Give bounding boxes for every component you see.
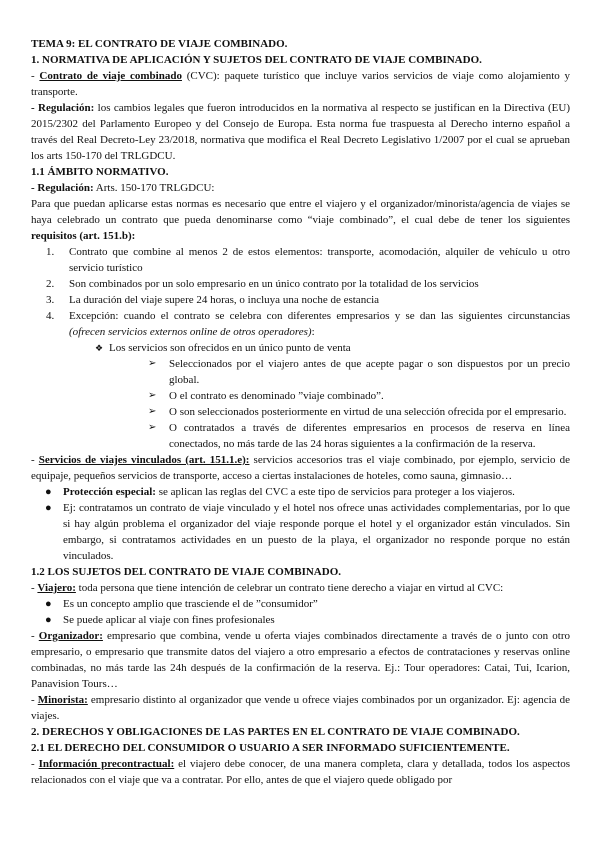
- arrow-item: ➢ Seleccionados por el viajero antes de que acepte pagar o son dispuestos por un precio global.: [148, 358, 570, 386]
- diamond-bullet-icon: ❖: [95, 343, 104, 353]
- section-1-2-heading: 1.2 LOS SUJETOS DEL CONTRATO DE VIAJE COMBINADO.: [31, 566, 342, 578]
- organizador-paragraph: - Organizador: empresario que combina, vende u oferta viajes combinados directamente a través de o junto con otro empresario, o empresario que transmite datos del viajero a otro empresario a efectos de contrataciones y reservas online combinadas, no más tarde las 24h después de la confirmación de la reserva. Ej.: Tour operadores: Catai, Tui, Icarion, Panavision Tours…: [31, 630, 570, 690]
- arrow-item: ➢ O contratados a través de diferentes empresarios en procesos de reserva en línea conectados, no más tarde de las 24 horas siguientes a la confirmación de la reserva.: [148, 422, 570, 450]
- vinculados-paragraph: - Servicios de viajes vinculados (art. 151.1.e): servicios accesorios tras el viaje combinado, por ejemplo, servicio de equipaje, pequeños servicios de transporte, acceso a ciertas instalaciones de hoteles, como sauna, gimnasio…: [31, 454, 570, 482]
- arrow-item: ➢ O son seleccionados posteriormente en virtud de una selección ofrecida por el empresario.: [148, 406, 567, 418]
- informacion-paragraph: - Información precontractual: el viajero debe conocer, de una manera completa, clara y detallada, todos los aspectos relacionados con el viaje que va a contratar. Por ello, antes de que el viajero quede obligado por: [31, 758, 571, 786]
- list-item: 4. Excepción: cuando el contrato se celebra con diferentes empresarios y se dan las siguientes circunstancias (ofrecen servicios externos online de otros operadores):: [46, 310, 570, 338]
- document-title: TEMA 9: EL CONTRATO DE VIAJE COMBINADO.: [31, 38, 288, 50]
- round-bullet-icon: ●: [45, 502, 52, 514]
- contrato-term: Contrato de viaje combinado: [39, 70, 182, 82]
- section-1-heading: 1. NORMATIVA DE APLICACIÓN Y SUJETOS DEL CONTRATO DE VIAJE COMBINADO.: [31, 54, 482, 66]
- section-2-1-heading: 2.1 EL DERECHO DEL CONSUMIDOR O USUARIO A SER INFORMADO SUFICIENTEMENTE.: [31, 742, 510, 754]
- round-bullet-icon: ●: [45, 598, 52, 610]
- requisitos-list: [31, 244, 570, 340]
- regulacion-label: - Regulación:: [31, 102, 95, 114]
- arrow-bullet-icon: ➢: [148, 422, 157, 433]
- requisitos-intro: Para que puedan aplicarse estas normas es necesario que entre el viajero y el organizador/minorista/agencia de viajes se haya celebrado un contrato que pueda denominarse como “viaje combinado”, el cual debe de tener los siguientes requisitos (art. 151.b):: [31, 198, 570, 242]
- arrow-bullet-icon: ➢: [148, 406, 157, 417]
- arrow-bullet-icon: ➢: [148, 390, 157, 401]
- list-item: 3. La duración del viaje supere 24 horas, o incluya una noche de estancia: [46, 294, 380, 306]
- bullet-item: ● Protección especial: se aplican las reglas del CVC a este tipo de servicios para proteger a los viajeros.: [45, 486, 515, 498]
- arrow-item: ➢ O el contrato es denominado ”viaje combinado”.: [148, 390, 384, 402]
- section-2-heading: 2. DERECHOS Y OBLIGACIONES DE LAS PARTES EN EL CONTRATO DE VIAJE COMBINADO.: [31, 726, 520, 738]
- bullet-item: ● Se puede aplicar al viaje con fines profesionales: [45, 614, 275, 626]
- arrow-bullet-icon: ➢: [148, 358, 157, 369]
- round-bullet-icon: ●: [45, 614, 52, 626]
- bullet-item: ● Es un concepto amplio que trasciende el de ”consumidor”: [45, 598, 318, 610]
- minorista-paragraph: - Minorista: empresario distinto al organizador que vende u ofrece viajes combinados por un organizador. Ej: agencia de viajes.: [31, 694, 570, 722]
- round-bullet-icon: ●: [45, 486, 52, 498]
- list-item: 1. Contrato que combine al menos 2 de estos elementos: transporte, acomodación, alquiler de vehículo u otro servicio turístico: [46, 246, 570, 274]
- bullet-item: ● Ej: contratamos un contrato de viaje vinculado y el hotel nos ofrece unas actividades complementarias, por lo que si hay algún problema el organizador del viaje responde porque el hotel y el organizador están vinculados. Sin embargo, si contratamos actividades en un puesto de la playa, el organizador no responde porque no están vinculados.: [45, 502, 570, 562]
- contrato-paragraph: - Contrato de viaje combinado (CVC): paquete turístico que incluye varios servicios de viaje como alojamiento y transporte.: [31, 70, 570, 98]
- regulacion-arts-paragraph: - Regulación: Arts. 150-170 TRLGDCU:: [31, 182, 215, 194]
- viajero-paragraph: - Viajero: toda persona que tiene intención de celebrar un contrato tiene derecho a viajar en virtud al CVC:: [31, 582, 504, 594]
- regulacion-paragraph: - Regulación: los cambios legales que fueron introducidos en la normativa al respecto se justifican en la Directiva (EU) 2015/2302 del Parlamento Europeo y del Consejo de Europa. Esta norma fue traspuesta al Derecho interno español a través del Real Decreto-Ley 23/2018, normativa que modifica el Real Decreto Legislativo 1/2007 por el cual se aprueban los arts 150-170 del TRLGDCU.: [31, 102, 571, 162]
- list-item: 2. Son combinados por un solo empresario en un único contrato por la totalidad de los servicios: [46, 278, 479, 290]
- diamond-item: ❖ Los servicios son ofrecidos en un único punto de venta: [95, 342, 351, 354]
- section-1-1-heading: 1.1 ÁMBITO NORMATIVO.: [31, 166, 169, 178]
